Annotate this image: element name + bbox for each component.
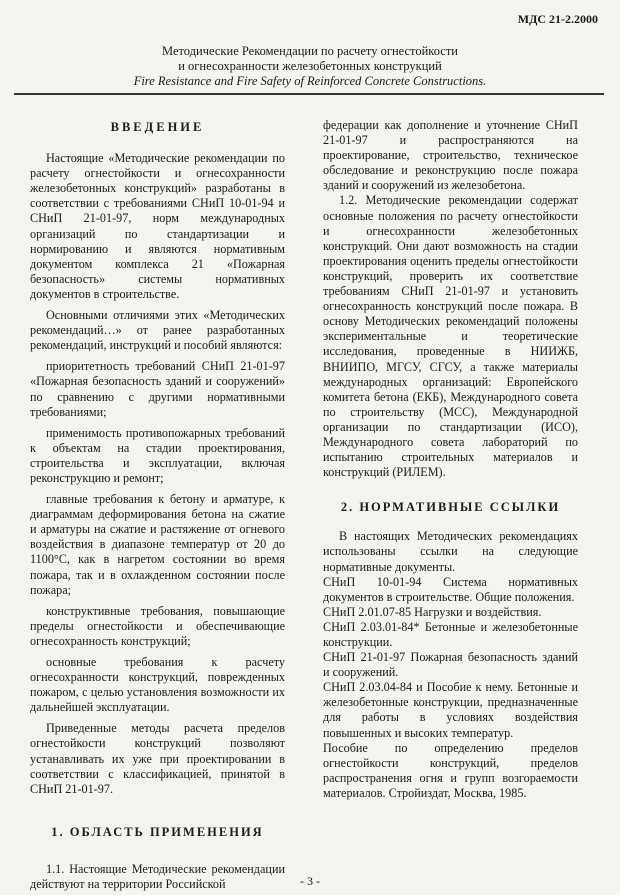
intro-paragraph: Основными отличиями этих «Методических рекомендаций…» от ранее разработанных рекомендаций, инструкций и пособий являются: <box>30 308 285 353</box>
section-1-heading: 1. ОБЛАСТЬ ПРИМЕНЕНИЯ <box>51 824 264 839</box>
reference-item: Пособие по определению пределов огнестойкости конструкций, пределов распространения огня и групп возгораемости материалов. Стройиздат, Москва, 1985. <box>323 740 578 800</box>
list-item: конструктивные требования, повышающие пределы огнестойкости и обеспечивающие огнесохранность конструкций; <box>30 603 285 648</box>
section-2-paragraph: В настоящих Методических рекомендациях использованы ссылки на следующие нормативные документы. <box>323 529 578 574</box>
list-item: основные требования к расчету огнесохранности конструкций, поврежденных пожаром, с целью установления возможности их дальнейшей эксплуатации. <box>30 655 285 715</box>
right-column <box>323 118 578 801</box>
list-item: применимость противопожарных требований к объектам на стадии проектирования, строительства и эксплуатации, включая реконструкцию и ремонт; <box>30 425 285 485</box>
list-item: приоритетность требований СНиП 21-01-97 «Пожарная безопасность зданий и сооружений» по сравнению с другими нормативными требованиями; <box>30 359 285 419</box>
reference-item: СНиП 10-01-94 Система нормативных документов в строительстве. Общие положения. <box>323 574 578 604</box>
section-1-paragraph-continued: федерации как дополнение и уточнение СНиП 21-01-97 и распространяются на проектирование, строительство, техническое обследование и реконструкцию после пожара зданий и сооружений из железобетона. <box>323 118 578 193</box>
document-code: МДС 21-2.2000 <box>517 12 598 26</box>
header-title-line-2: и огнесохранности железобетонных конструкций <box>178 59 442 73</box>
intro-paragraph: Настоящие «Методические рекомендации по расчету огнестойкости и огнесохранности железобетонных конструкций» разработаны в соответствии с требованиями СНиП 10-01-94 и СНиП 21-01-97, норм международных организаций по стандартизации и нормированию и являются нормативным документом комплекса 21 «Пожарная безопасность» системы нормативных документов в строительстве. <box>30 151 285 301</box>
reference-item: СНиП 2.03.01-84* Бетонные и железобетонные конструкции. <box>323 619 578 649</box>
header-divider <box>14 93 604 95</box>
section-1-paragraph: 1.2. Методические рекомендации содержат основные положения по расчету огнестойкости и огнесохранности железобетонных конструкций. Они дают возможность на стадии проектирования оценить пределы огнестойкости конструкций, проверить их соответствие требованиям СНиП 21-01-97 и установить огнесохранность конструкций после пожара. В основу Методических рекомендаций положены экспериментальные и теоретические исследования, проведенные в НИИЖБ, ВНИИПО, МГСУ, СГСУ, а также материалы международных организаций: Европейского комитета бетона (ЕКБ), Международного совета по строительству (МСС), Международной организации по стандартизации (ИСО), Международного совета лабораторий по испытанию строительных материалов и конструкций (РИЛЕМ). <box>323 193 578 480</box>
list-item: главные требования к бетону и арматуре, к диаграммам деформирования бетона на сжатие и арматуры на сжатие и растяжение от огневого воздействия в диапазоне температур от 20 до 1100°С, как в нагретом состоянии во время пожара, так и в охлажденном состоянии после пожара; <box>30 492 285 597</box>
intro-heading: ВВЕДЕНИЕ <box>110 120 205 134</box>
page-header <box>70 44 550 89</box>
page-number: - 3 - <box>300 874 320 888</box>
reference-item: СНиП 21-01-97 Пожарная безопасность зданий и сооружений. <box>323 650 578 680</box>
section-1-paragraph: 1.1. Настоящие Методические рекомендации действуют на территории Российской <box>30 861 285 892</box>
header-title-line-1: Методические Рекомендации по расчету огнестойкости <box>162 44 458 58</box>
left-column <box>30 120 285 892</box>
reference-item: СНиП 2.03.04-84 и Пособие к нему. Бетонные и железобетонные конструкции, предназначенные для работы в условиях воздействия повышенных и высоких температур. <box>323 680 578 740</box>
reference-item: СНиП 2.01.07-85 Нагрузки и воздействия. <box>323 604 542 619</box>
section-2-heading: 2. НОРМАТИВНЫЕ ССЫЛКИ <box>340 500 561 515</box>
intro-paragraph: Приведенные методы расчета пределов огнестойкости конструкций позволяют устанавливать их уже при проектировании в соответствии с классификацией, принятой в СНиП 21-01-97. <box>30 721 285 796</box>
header-english-title: Fire Resistance and Fire Safety of Reinforced Concrete Constructions. <box>133 74 487 88</box>
